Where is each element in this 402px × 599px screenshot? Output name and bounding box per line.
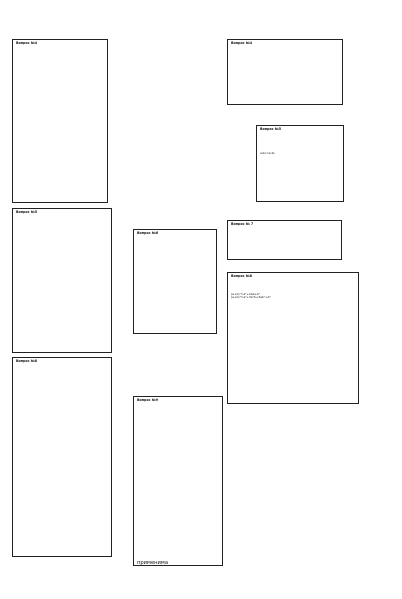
question-card-6 xyxy=(133,229,217,334)
text-line: a₁b₁=a₂b₂ xyxy=(260,152,275,156)
card-title: Вопрос №8 xyxy=(16,359,38,363)
card-body xyxy=(137,403,219,560)
text-line xyxy=(137,325,213,328)
text-line xyxy=(16,338,108,341)
question-card-5a xyxy=(256,125,344,202)
card-title: Вопрос №9 xyxy=(137,398,159,402)
text-line: (a+b)³=a³+3a²b+3ab²+b³ xyxy=(231,296,271,300)
card-title: Вопрос №5 xyxy=(260,127,282,131)
text-line xyxy=(260,193,340,196)
card-body xyxy=(260,132,340,197)
card-body xyxy=(16,364,108,548)
question-card-8a xyxy=(227,272,359,404)
card-body xyxy=(16,46,104,189)
card-body xyxy=(231,279,355,398)
highlighted-term: применима xyxy=(137,559,169,566)
text-line xyxy=(231,395,355,398)
card-body xyxy=(231,227,338,258)
text-line xyxy=(16,186,104,189)
card-title: Вопрос №4 xyxy=(231,41,253,45)
question-card-4a xyxy=(12,39,108,203)
card-title: Вопрос №4 xyxy=(16,41,38,45)
card-body xyxy=(231,46,339,105)
text-line xyxy=(16,545,108,548)
card-body xyxy=(16,215,108,341)
card-title: Вопрос №6 xyxy=(137,231,159,235)
question-card-9 xyxy=(133,396,223,566)
card-title: Вопрос №8 xyxy=(231,274,253,278)
text-line: (a+b)²=a²+2ab+b² xyxy=(231,292,261,296)
card-title: Вопрос № 7 xyxy=(231,222,254,226)
question-card-8b xyxy=(12,357,112,557)
text-line xyxy=(231,254,338,257)
question-card-4b xyxy=(227,39,343,105)
card-body xyxy=(137,236,213,328)
question-card-7 xyxy=(227,220,342,260)
text-line xyxy=(231,104,339,105)
question-card-5b xyxy=(12,208,112,353)
card-title: Вопрос №5 xyxy=(16,210,38,214)
